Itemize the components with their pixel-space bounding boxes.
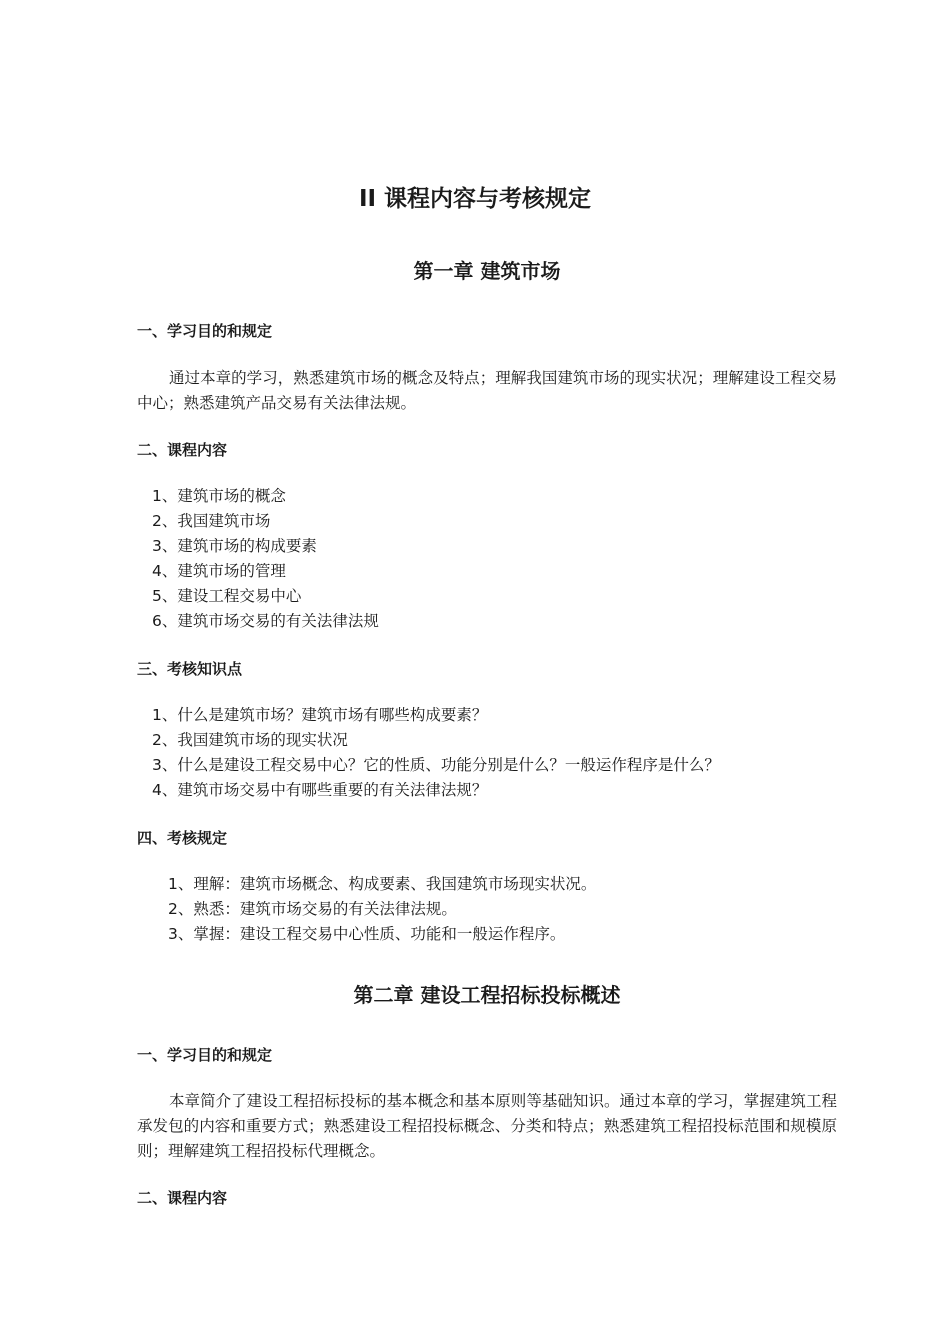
list-item: 2、熟悉：建筑市场交易的有关法律法规。 [168,900,457,918]
list-item: 1、理解：建筑市场概念、构成要素、我国建筑市场现实状况。 [168,875,597,893]
ch1-section-3-heading: 三、考核知识点 [137,660,243,678]
ch1-section-1-paragraph: 通过本章的学习，熟悉建筑市场的概念及特点；理解我国建筑市场的现实状况；理解建设工程交易中心；熟悉建筑产品交易有关法律法规。 [137,369,837,412]
list-item: 4、建筑市场的管理 [152,562,286,580]
list-item: 6、建筑市场交易的有关法律法规 [152,612,379,630]
list-item: 1、什么是建筑市场？建筑市场有哪些构成要素？ [152,706,488,724]
list-item: 3、什么是建设工程交易中心？它的性质、功能分别是什么？一般运作程序是什么？ [152,756,720,774]
ch1-knowledge-points-list [152,703,720,803]
list-item: 2、我国建筑市场 [152,512,271,530]
list-item: 3、掌握：建设工程交易中心性质、功能和一般运作程序。 [168,925,566,943]
ch1-section-1-heading: 一、学习目的和规定 [137,322,273,340]
list-item: 1、建筑市场的概念 [152,487,286,505]
ch2-section-1-paragraph: 本章简介了建设工程招标投标的基本概念和基本原则等基础知识。通过本章的学习，掌握建筑工程承发包的内容和重要方式；熟悉建设工程招投标概念、分类和特点；熟悉建筑工程招投标范围和规模原则；理解建筑工程招投标代理概念。 [137,1092,837,1160]
ch1-section-2-heading: 二、课程内容 [137,441,228,459]
ch1-section-4-heading: 四、考核规定 [137,829,228,847]
list-item: 3、建筑市场的构成要素 [152,537,317,555]
chapter-2-title: 第二章 建设工程招标投标概述 [353,983,621,1007]
ch2-section-1-heading: 一、学习目的和规定 [137,1046,273,1064]
part-title: II 课程内容与考核规定 [358,186,592,212]
ch2-section-2-heading: 二、课程内容 [137,1189,228,1207]
ch1-course-content-list [152,484,379,634]
chapter-1-title: 第一章 建筑市场 [413,259,561,283]
list-item: 5、建设工程交易中心 [152,587,302,605]
list-item: 4、建筑市场交易中有哪些重要的有关法律法规？ [152,781,488,799]
list-item: 2、我国建筑市场的现实状况 [152,731,348,749]
ch1-assessment-list [168,872,596,947]
